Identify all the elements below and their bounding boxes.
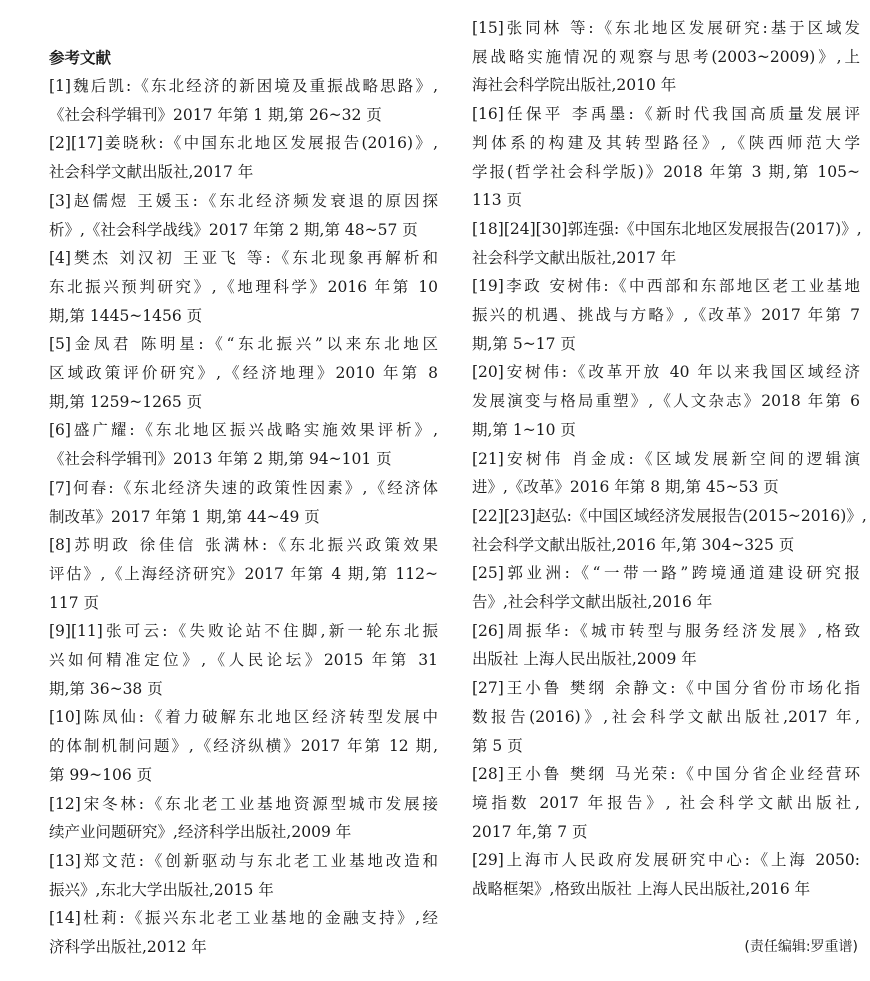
reference-entry xyxy=(472,215,860,272)
reference-line: [16]任保平 李禹墨:《新时代我国高质量发展评 xyxy=(472,105,860,124)
reference-line: 117 页 xyxy=(49,593,100,612)
reference-line: [5]金凤君 陈明星:《“东北振兴”以来东北地区 xyxy=(49,335,438,354)
reference-entry xyxy=(472,674,860,760)
reference-line: [6]盛广耀:《东北地区振兴战略实施效果评析》, xyxy=(49,421,438,440)
reference-entry xyxy=(472,617,860,674)
reference-line: 发展演变与格局重塑》,《人文杂志》2018 年第 6 xyxy=(472,392,860,411)
reference-entry xyxy=(49,244,438,330)
reference-entry xyxy=(49,129,438,186)
reference-entry xyxy=(49,790,438,847)
reference-line: 续产业问题研究》,经济科学出版社,2009 年 xyxy=(49,823,352,842)
references-heading: 参考文献 xyxy=(49,49,112,67)
editor-note: (责任编辑:罗重谱) xyxy=(744,939,858,955)
reference-line: [1]魏后凯:《东北经济的新困境及重振战略思路》, xyxy=(49,77,438,95)
reference-line: 期,第 5~17 页 xyxy=(472,334,576,353)
reference-line: [20]安树伟:《改革开放 40 年以来我国区域经济 xyxy=(472,363,860,382)
reference-line: [18][24][30]郭连强:《中国东北地区发展报告(2017)》, xyxy=(472,219,862,238)
reference-line: [8]苏明政 徐佳信 张满林:《东北振兴政策效果 xyxy=(49,536,438,555)
reference-entry xyxy=(49,416,438,473)
reference-line: 出版社 上海人民出版社,2009 年 xyxy=(472,650,697,669)
reference-entry xyxy=(472,358,860,444)
reference-line: [26]周振华:《城市转型与服务经济发展》,格致 xyxy=(472,621,860,640)
reference-line: [29]上海市人民政府发展研究中心:《上海 2050: xyxy=(472,851,860,870)
reference-line: 第 99~106 页 xyxy=(49,765,153,784)
reference-entry xyxy=(472,760,860,846)
reference-line: 判体系的构建及其转型路径》,《陕西师范大学 xyxy=(472,133,860,152)
reference-entry xyxy=(49,72,438,129)
reference-entry xyxy=(49,703,438,789)
reference-line: [19]李政 安树伟:《中西部和东部地区老工业基地 xyxy=(472,277,860,296)
reference-line: [21]安树伟 肖金成:《区域发展新空间的逻辑演 xyxy=(472,449,860,468)
reference-entry xyxy=(49,187,438,244)
reference-entry xyxy=(49,847,438,904)
reference-line: 期,第 1~10 页 xyxy=(472,420,576,439)
reference-line: [4]樊杰 刘汉初 王亚飞 等:《东北现象再解析和 xyxy=(49,249,438,268)
reference-line: 2017 年,第 7 页 xyxy=(472,822,588,841)
reference-line: [12]宋冬林:《东北老工业基地资源型城市发展接 xyxy=(49,794,438,813)
reference-entry xyxy=(49,330,438,416)
references-left-column xyxy=(49,72,438,962)
reference-entry xyxy=(472,445,860,502)
reference-line: 期,第 1445~1456 页 xyxy=(49,306,203,325)
reference-line: 《社会科学辑刊》2013 年第 2 期,第 94~101 页 xyxy=(49,450,392,469)
reference-entry xyxy=(472,100,860,215)
reference-line: 社会科学文献出版社,2016 年,第 304~325 页 xyxy=(472,535,795,554)
reference-entry xyxy=(472,846,860,903)
reference-line: 战略框架》,格致出版社 上海人民出版社,2016 年 xyxy=(472,880,811,899)
reference-line: 东北振兴预判研究》,《地理科学》2016 年第 10 xyxy=(49,277,438,296)
reference-entry xyxy=(49,531,438,617)
reference-line: 区域政策评价研究》,《经济地理》2010 年第 8 xyxy=(49,364,438,383)
reference-line: [13]郑文范:《创新驱动与东北老工业基地改造和 xyxy=(49,851,438,870)
reference-line: 《社会科学辑刊》2017 年第 1 期,第 26~32 页 xyxy=(49,105,382,124)
reference-line: 社会科学文献出版社,2017 年 xyxy=(472,248,677,267)
reference-entry xyxy=(49,474,438,531)
reference-line: 的体制机制问题》,《经济纵横》2017 年第 12 期, xyxy=(49,737,438,756)
reference-line: [28]王小鲁 樊纲 马光荣:《中国分省企业经营环 xyxy=(472,765,860,784)
reference-line: 期,第 36~38 页 xyxy=(49,679,163,698)
reference-line: [3]赵儒煜 王媛玉:《东北经济频发衰退的原因探 xyxy=(49,191,438,210)
reference-line: 海社会科学院出版社,2010 年 xyxy=(472,76,677,95)
reference-entry xyxy=(472,272,860,358)
reference-entry xyxy=(472,14,860,100)
reference-line: [2][17]姜晓秋:《中国东北地区发展报告(2016)》, xyxy=(49,134,438,153)
reference-line: [10]陈凤仙:《着力破解东北地区经济转型发展中 xyxy=(49,708,438,727)
reference-line: 113 页 xyxy=(472,191,523,210)
reference-line: [9][11]张可云:《失败论站不住脚,新一轮东北振 xyxy=(49,622,438,641)
reference-line: 制改革》2017 年第 1 期,第 44~49 页 xyxy=(49,507,320,526)
reference-line: [14]杜莉:《振兴东北老工业基地的金融支持》,经 xyxy=(49,909,438,928)
reference-line: 展战略实施情况的观察与思考(2003~2009)》,上 xyxy=(472,47,860,66)
reference-line: 济科学出版社,2012 年 xyxy=(49,938,207,957)
reference-line: 境指数 2017 年报告》, 社会科学文献出版社, xyxy=(472,793,860,812)
reference-line: [7]何春:《东北经济失速的政策性因素》,《经济体 xyxy=(49,478,438,497)
reference-line: [22][23]赵弘:《中国区域经济发展报告(2015~2016)》, xyxy=(472,506,867,525)
reference-line: 评估》,《上海经济研究》2017 年第 4 期,第 112~ xyxy=(49,564,438,583)
reference-entry xyxy=(49,617,438,703)
reference-line: 兴如何精准定位》,《人民论坛》2015 年第 31 xyxy=(49,651,438,670)
reference-line: 振兴的机遇、挑战与方略》,《改革》2017 年第 7 xyxy=(472,306,860,325)
reference-line: 第 5 页 xyxy=(472,736,523,755)
reference-line: 析》,《社会科学战线》2017 年第 2 期,第 48~57 页 xyxy=(49,220,418,239)
reference-entry xyxy=(49,904,438,961)
reference-entry xyxy=(472,502,867,559)
reference-line: 期,第 1259~1265 页 xyxy=(49,392,203,411)
reference-entry xyxy=(472,559,860,616)
reference-line: 社会科学文献出版社,2017 年 xyxy=(49,163,254,182)
reference-line: 数报告(2016)》,社会科学文献出版社,2017 年, xyxy=(472,707,860,726)
references-right-column xyxy=(472,14,867,904)
reference-line: [15]张同林 等:《东北地区发展研究:基于区域发 xyxy=(472,19,860,37)
reference-line: [27]王小鲁 樊纲 余静文:《中国分省份市场化指 xyxy=(472,679,860,698)
reference-line: 告》,社会科学文献出版社,2016 年 xyxy=(472,593,713,612)
reference-line: 进》,《改革》2016 年第 8 期,第 45~53 页 xyxy=(472,478,779,497)
reference-line: 振兴》,东北大学出版社,2015 年 xyxy=(49,880,274,899)
reference-line: [25]郭业洲:《“一带一路”跨境通道建设研究报 xyxy=(472,564,860,583)
reference-line: 学报(哲学社会科学版)》2018 年第 3 期,第 105~ xyxy=(472,162,860,181)
